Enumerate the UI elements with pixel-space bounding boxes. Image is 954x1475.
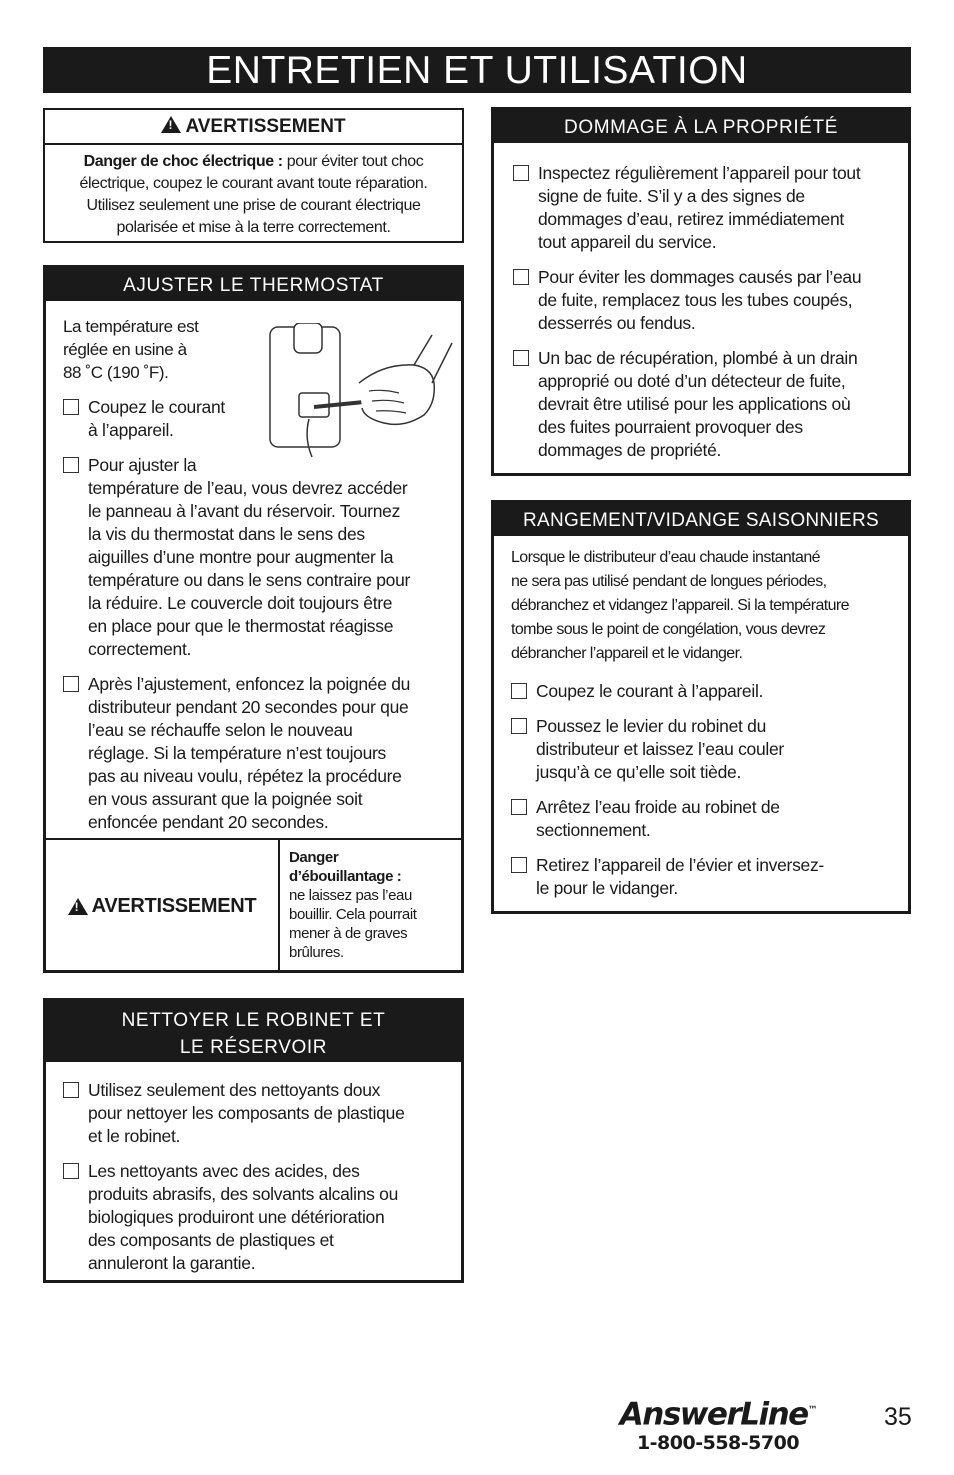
warning-triangle-icon — [68, 898, 88, 915]
storage-intro-line: Lorsque le distributeur d’eau chaude instantané — [511, 549, 820, 566]
step-line: Après l’ajustement, enfoncez la poignée du — [88, 674, 411, 694]
step-line: Coupez le courant à l’appareil. — [536, 681, 764, 701]
page-number: 35 — [884, 1403, 912, 1431]
storage-step-3 — [511, 796, 906, 842]
step-line: des fuites pourraient provoquer des — [538, 417, 803, 437]
thermostat-step-1 — [63, 396, 263, 442]
scald-warning-text — [289, 848, 459, 962]
scald-text-line: bouillir. Cela pourrait — [289, 906, 417, 923]
storage-intro-line: débranchez et vidangez l’appareil. Si la température — [511, 597, 849, 614]
step-line: aiguilles d’une montre pour augmenter la — [88, 547, 394, 567]
step-line: et le robinet. — [88, 1126, 181, 1146]
step-line: Retirez l’appareil de l’évier et inversez- — [536, 855, 824, 875]
thermostat-adjust-illustration — [264, 323, 454, 458]
step-line: Arrêtez l’eau froide au robinet de — [536, 797, 780, 817]
step-line: correctement. — [88, 639, 192, 659]
scald-warning-label: AVERTISSEMENT — [91, 894, 257, 917]
step-line: distributeur et laissez l’eau couler — [536, 739, 784, 759]
step-line: Utilisez seulement des nettoyants doux — [88, 1080, 381, 1100]
scald-text-line: mener à de graves — [289, 925, 408, 942]
step-line: le pour le vidanger. — [536, 878, 678, 898]
scald-bold-line: d’ébouillantage : — [289, 868, 402, 885]
thermostat-step-3 — [63, 673, 458, 834]
checkbox-icon — [513, 350, 529, 366]
logo-trademark: ™ — [807, 1405, 817, 1416]
step-line: desserrés ou fendus. — [538, 313, 696, 333]
step-line: distributeur pendant 20 secondes pour que — [88, 697, 409, 717]
storage-intro-line: débrancher l’appareil et le vidanger. — [511, 645, 743, 662]
step-line: annuleront la garantie. — [88, 1253, 256, 1273]
thermostat-intro-line: réglée en usine à — [63, 340, 187, 359]
step-line: dommages de propriété. — [538, 440, 722, 460]
step-line: de fuite, remplacez tous les tubes coupés, — [538, 290, 853, 310]
step-line: pas au niveau voulu, répétez la procédure — [88, 766, 402, 786]
step-line: la réduire. Le couvercle doit toujours être — [88, 593, 393, 613]
property-step-3 — [513, 347, 908, 462]
page-title: ENTRETIEN ET UTILISATION — [43, 47, 911, 93]
checkbox-icon — [513, 269, 529, 285]
cleaning-header — [46, 1001, 461, 1062]
step-line: Coupez le courant — [88, 397, 225, 417]
step-line: pour nettoyer les composants de plastique — [88, 1103, 405, 1123]
warning-line-2: électrique, coupez le courant avant toute réparation. — [79, 175, 428, 192]
property-step-2 — [513, 266, 908, 335]
step-line: en place pour que le thermostat réagisse — [88, 616, 394, 636]
checkbox-icon — [511, 718, 527, 734]
support-phone: 1-800-558-5700 — [636, 1432, 800, 1455]
thermostat-intro — [63, 315, 243, 384]
step-line: Inspectez régulièrement l’appareil pour tout — [538, 163, 861, 183]
step-line: le panneau à l’avant du réservoir. Tournez — [88, 501, 401, 521]
cleaning-section — [43, 998, 464, 1283]
warning-header-label: AVERTISSEMENT — [185, 116, 346, 137]
cleaning-header-line: LE RÉSERVOIR — [179, 1037, 328, 1058]
scald-text-line: brûlures. — [289, 944, 344, 961]
step-line: l’eau se réchauffe selon le nouveau — [88, 720, 353, 740]
scald-text-line: ne laissez pas l’eau — [289, 887, 412, 904]
checkbox-icon — [511, 799, 527, 815]
checkbox-icon — [63, 457, 79, 473]
checkbox-icon — [513, 165, 529, 181]
warning-line-1: pour éviter tout choc — [282, 153, 424, 170]
cleaning-header-line: NETTOYER LE ROBINET ET — [121, 1010, 386, 1031]
storage-header: RANGEMENT/VIDANGE SAISONNIERS — [494, 503, 908, 536]
cleaning-step-1 — [63, 1079, 458, 1148]
warning-bold-lead: Danger de choc électrique : — [83, 153, 283, 170]
scald-bold-line: Danger — [289, 849, 339, 866]
thermostat-step-2 — [63, 454, 458, 661]
step-line: sectionnement. — [536, 820, 651, 840]
step-line: température de l’eau, vous devrez accéder — [88, 478, 408, 498]
step-line: des composants de plastiques et — [88, 1230, 334, 1250]
warning-text — [45, 145, 462, 239]
step-line: approprié ou doté d’un détecteur de fuite, — [538, 371, 846, 391]
step-line: produits abrasifs, des solvants alcalins ou — [88, 1184, 399, 1204]
step-line: tout appareil du service. — [538, 232, 717, 252]
property-header: DOMMAGE À LA PROPRIÉTÉ — [494, 110, 908, 143]
warning-line-4: polarisée et mise à la terre correctement. — [116, 219, 391, 236]
thermostat-header: AJUSTER LE THERMOSTAT — [46, 268, 461, 301]
storage-step-4 — [511, 854, 906, 900]
step-line: en vous assurant que la poignée soit — [88, 789, 363, 809]
step-line: Poussez le levier du robinet du — [536, 716, 767, 736]
step-line: réglage. Si la température n’est toujours — [88, 743, 387, 763]
storage-step-2 — [511, 715, 906, 784]
warning-line-3: Utilisez seulement une prise de courant électrique — [86, 197, 421, 214]
step-line: devrait être utilisé pour les applications où — [538, 394, 851, 414]
step-line: signe de fuite. S’il y a des signes de — [538, 186, 805, 206]
storage-intro-line: tombe sous le point de congélation, vous devrez — [511, 621, 826, 638]
step-line: Pour ajuster la — [88, 455, 197, 475]
storage-intro — [511, 546, 906, 666]
property-step-1 — [513, 162, 908, 254]
step-line: enfoncée pendant 20 secondes. — [88, 812, 329, 832]
answerline-logo — [611, 1393, 825, 1454]
electric-shock-warning — [43, 108, 464, 243]
storage-step-1 — [511, 680, 906, 703]
scald-warning-label-cell — [46, 840, 280, 972]
cleaning-step-2 — [63, 1160, 458, 1275]
thermostat-section — [43, 265, 464, 973]
step-line: Pour éviter les dommages causés par l’eau — [538, 267, 862, 287]
warning-triangle-icon — [161, 116, 181, 133]
checkbox-icon — [63, 399, 79, 415]
storage-intro-line: ne sera pas utilisé pendant de longues périodes, — [511, 573, 827, 590]
thermostat-intro-line: La température est — [63, 317, 199, 336]
thermostat-intro-line: 88 ˚C (190 ˚F). — [63, 363, 169, 382]
step-line: dommages d’eau, retirez immédiatement — [538, 209, 844, 229]
step-line: à l’appareil. — [88, 420, 174, 440]
step-line: Les nettoyants avec des acides, des — [88, 1161, 360, 1181]
step-line: température ou dans le sens contraire pour — [88, 570, 411, 590]
step-line: jusqu’à ce qu’elle soit tiède. — [536, 762, 742, 782]
warning-header — [45, 110, 462, 145]
checkbox-icon — [511, 857, 527, 873]
step-line: biologiques produiront une détérioration — [88, 1207, 385, 1227]
checkbox-icon — [511, 683, 527, 699]
checkbox-icon — [63, 1163, 79, 1179]
step-line: Un bac de récupération, plombé à un drain — [538, 348, 858, 368]
property-damage-section — [491, 107, 911, 476]
checkbox-icon — [63, 676, 79, 692]
scald-warning — [46, 838, 461, 972]
logo-name: AnswerLine — [619, 1396, 808, 1433]
checkbox-icon — [63, 1082, 79, 1098]
step-line: la vis du thermostat dans le sens des — [88, 524, 365, 544]
seasonal-storage-section — [491, 500, 911, 914]
